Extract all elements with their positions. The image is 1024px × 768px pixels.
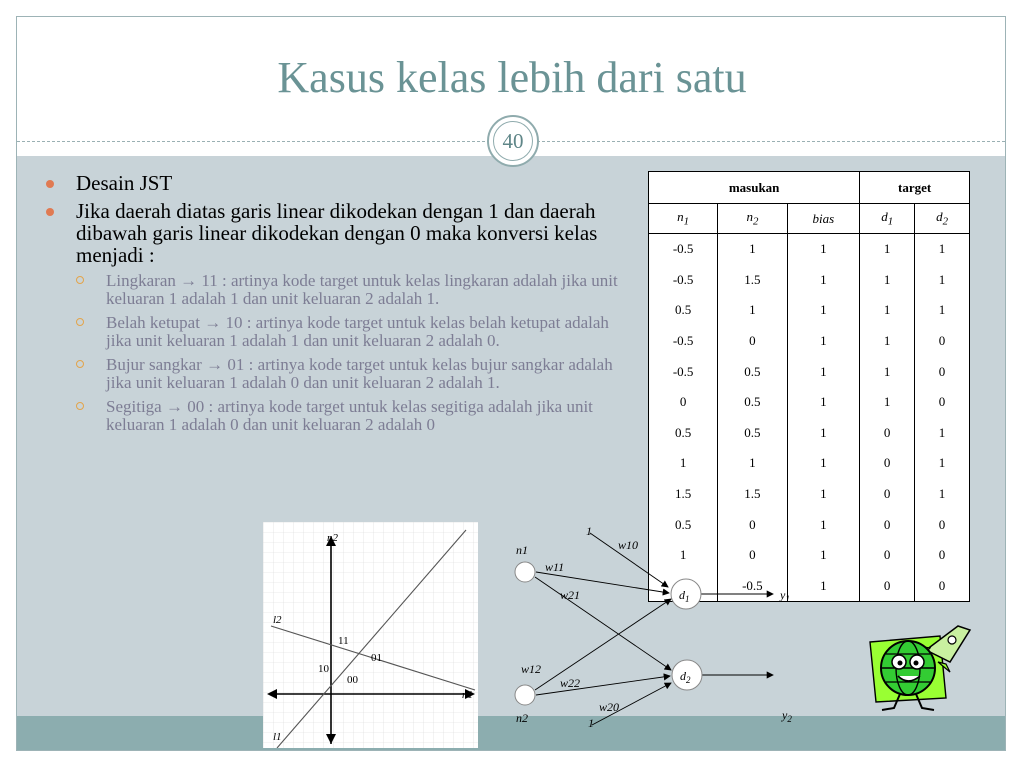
region-01: 01	[371, 652, 382, 664]
edge-w22	[536, 676, 670, 695]
table-cell: 0.5	[718, 356, 787, 387]
axis-label-n1: n1	[462, 689, 473, 701]
table-row	[649, 326, 970, 357]
table-cell: 0.5	[718, 418, 787, 449]
table-cell: 0.5	[649, 295, 718, 326]
table-cell: 1	[787, 509, 860, 540]
label-l1: l1	[273, 731, 282, 743]
table-cell: 1.5	[718, 479, 787, 510]
bullet-item	[46, 200, 636, 266]
table-cell: 1	[718, 295, 787, 326]
table-group-header	[649, 172, 970, 204]
group-input-header: masukan	[649, 172, 860, 204]
table-cell: 1	[787, 479, 860, 510]
table-cell: 1	[649, 448, 718, 479]
bullet-dot-icon	[46, 180, 54, 188]
table-cell: 1	[860, 356, 915, 387]
table-cell: 0	[649, 387, 718, 418]
table-column-header	[649, 204, 970, 234]
rocket-window	[948, 636, 956, 644]
label-n2: n2	[516, 711, 528, 725]
sub-bullet-item	[46, 314, 636, 350]
region-11: 11	[338, 635, 349, 647]
page-number-badge	[487, 115, 539, 167]
label-bias-bottom: 1	[588, 716, 594, 730]
bullet-text: Jika daerah diatas garis linear dikodekan dengan 1 dan daerah dibawah garis linear dikodekan dengan 0 maka konversi kelas menjadi :	[76, 199, 598, 267]
label-d2: $d_2$	[680, 669, 691, 685]
table-cell: 1	[860, 387, 915, 418]
label-bias-top: 1	[586, 524, 592, 538]
table-cell: 1	[787, 540, 860, 571]
table-row	[649, 295, 970, 326]
slide-title: Kasus kelas lebih dari satu	[277, 53, 747, 102]
table-cell: 1	[718, 448, 787, 479]
table-cell: 0	[718, 540, 787, 571]
table-row	[649, 479, 970, 510]
table-cell: 0.5	[718, 387, 787, 418]
col-header: bias	[787, 204, 860, 234]
table-cell: 0	[915, 540, 970, 571]
col-header: $d_2$	[915, 204, 970, 234]
axis-label-n2: n2	[327, 532, 338, 544]
input-node-n1	[515, 562, 535, 582]
col-header: $n_1$	[649, 204, 718, 234]
table-cell: 0	[915, 356, 970, 387]
table-cell: 1	[787, 448, 860, 479]
table-cell: -0.5	[649, 265, 718, 296]
sub-bullet-ring-icon	[76, 318, 84, 326]
table-cell: 1	[787, 326, 860, 357]
sub-bullet-text: 00 : artinya kode target untuk kelas segitiga adalah jika unit keluaran 1 adalah 0 dan unit keluaran 2 adalah 0	[106, 397, 593, 434]
page-number: 40	[493, 121, 533, 161]
globe-rocket-mascot-icon	[866, 622, 974, 714]
label-l2: l2	[273, 614, 282, 626]
table-row	[649, 448, 970, 479]
table-cell: 1	[915, 479, 970, 510]
table-cell: 0	[915, 326, 970, 357]
table-row	[649, 418, 970, 449]
mascot-pupil	[898, 661, 903, 666]
arrow-right-icon: →	[165, 397, 183, 416]
sub-bullet-class: Belah ketupat	[106, 313, 200, 332]
decision-graph	[263, 522, 478, 748]
arrow-right-icon: →	[204, 313, 222, 332]
table-cell: 1	[718, 234, 787, 265]
group-target-header: target	[860, 172, 970, 204]
graph-grid	[263, 522, 478, 748]
region-10: 10	[318, 663, 329, 675]
table-cell: 1	[860, 265, 915, 296]
table-cell: 1	[787, 418, 860, 449]
table-cell: 0.5	[649, 418, 718, 449]
table-cell: 0.5	[649, 509, 718, 540]
label-d1: $d_1$	[679, 588, 690, 604]
table-cell: -0.5	[718, 571, 787, 602]
table-row	[649, 387, 970, 418]
bullet-list	[46, 172, 636, 440]
arrow-right-icon: →	[206, 355, 224, 374]
edge-w12	[535, 599, 671, 690]
region-00: 00	[347, 674, 358, 686]
table-cell: 0	[915, 571, 970, 602]
sub-bullet-item	[46, 272, 636, 308]
network-diagram	[505, 515, 805, 740]
bullet-item	[46, 172, 636, 194]
table-cell: 0	[860, 479, 915, 510]
table-cell: 1	[787, 387, 860, 418]
label-w10: w10	[618, 538, 639, 552]
sub-bullet-ring-icon	[76, 402, 84, 410]
label-w22: w22	[560, 676, 581, 690]
table-row	[649, 265, 970, 296]
table-row	[649, 356, 970, 387]
bullet-dot-icon	[46, 208, 54, 216]
label-n1: n1	[516, 543, 528, 557]
sub-bullet-text: 10 : artinya kode target untuk kelas belah ketupat adalah jika unit keluaran 1 adalah 1 dan unit keluaran 2 adalah 0.	[106, 313, 609, 350]
table-cell: 0	[860, 540, 915, 571]
col-header: $d_1$	[860, 204, 915, 234]
bullet-text: Desain JST	[76, 171, 173, 195]
label-w12: w12	[521, 662, 542, 676]
table-cell: 1	[860, 295, 915, 326]
table-cell: 0	[860, 418, 915, 449]
table-cell: 0	[718, 509, 787, 540]
label-w21: w21	[560, 588, 581, 602]
table-cell: 0	[718, 326, 787, 357]
sub-bullet-class: Segitiga	[106, 397, 162, 416]
label-w20: w20	[599, 700, 620, 714]
table-cell: 1	[649, 540, 718, 571]
edge-w21	[535, 577, 671, 670]
table-cell: 1	[915, 448, 970, 479]
sub-bullet-text: 11 : artinya kode target untuk kelas lingkaran adalah jika unit keluaran 1 adalah 1 dan unit keluaran 2 adalah 1.	[106, 271, 618, 308]
table-cell: 0	[915, 387, 970, 418]
input-node-n2	[515, 685, 535, 705]
sub-bullet-ring-icon	[76, 276, 84, 284]
mascot-pupil	[914, 661, 919, 666]
sub-bullet-class: Lingkaran	[106, 271, 176, 290]
sub-bullet-item	[46, 398, 636, 434]
label-w11: w11	[545, 560, 565, 574]
edge-w11	[536, 572, 669, 593]
table-cell: -0.5	[649, 234, 718, 265]
table-cell: 1	[787, 356, 860, 387]
table-cell: 1	[915, 265, 970, 296]
col-header: $n_2$	[718, 204, 787, 234]
sub-bullet-item	[46, 356, 636, 392]
table-cell: 1	[787, 265, 860, 296]
table-cell: 1	[860, 326, 915, 357]
table-cell: 1.5	[718, 265, 787, 296]
sub-bullet-ring-icon	[76, 360, 84, 368]
arrow-right-icon: →	[180, 271, 198, 290]
table-cell: -0.5	[649, 326, 718, 357]
label-y1: $y_1$	[780, 588, 790, 604]
table-cell: 0	[915, 509, 970, 540]
sub-bullet-text: 01 : artinya kode target untuk kelas bujur sangkar adalah jika unit keluaran 1 adalah 0 dan unit keluaran 2 adalah 1.	[106, 355, 613, 392]
table-cell: 1	[860, 234, 915, 265]
table-cell: 1.5	[649, 479, 718, 510]
table-cell: 1	[915, 234, 970, 265]
label-y2: $y_2$	[782, 708, 792, 724]
sub-bullet-class: Bujur sangkar	[106, 355, 202, 374]
table-cell: -0.5	[649, 356, 718, 387]
table-cell: 1	[787, 234, 860, 265]
table-cell: 1	[915, 418, 970, 449]
table-cell: 1	[915, 295, 970, 326]
table-cell: 0	[860, 571, 915, 602]
table-row	[649, 234, 970, 265]
table-cell: 0	[860, 448, 915, 479]
table-cell: 0	[860, 509, 915, 540]
table-cell: 1	[787, 571, 860, 602]
table-cell: 1	[787, 295, 860, 326]
